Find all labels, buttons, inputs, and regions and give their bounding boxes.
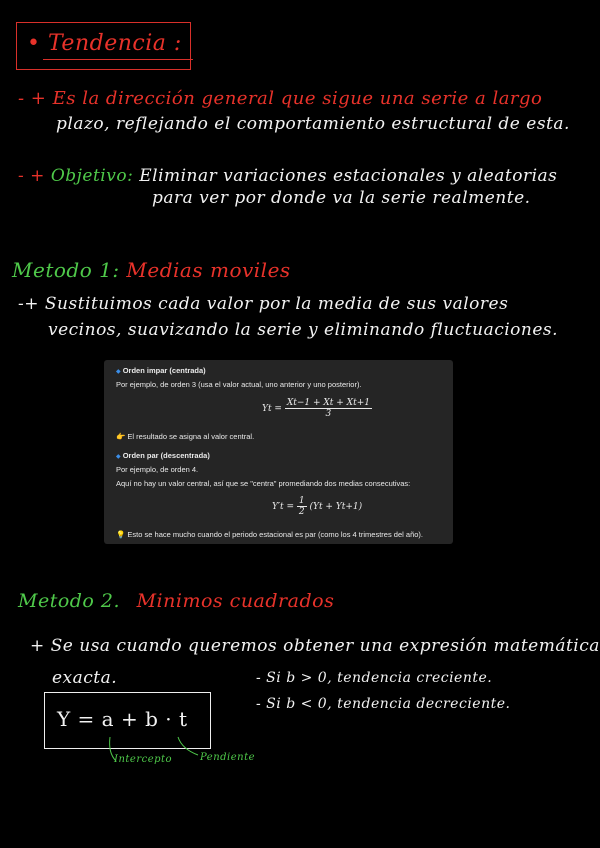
slope-annotation: Pendiente [200, 752, 256, 763]
even-order-note: 💡 Esto se hace mucho cuando el periodo estacional es par (como los 4 trimestres del año). [116, 530, 423, 539]
method-2-line-2: exacta. [52, 668, 118, 688]
intercept-annotation: Intercepto [114, 754, 173, 765]
definition-line-2: plazo, reflejando el comportamiento estructural de esta. [56, 114, 570, 134]
method-1-heading [12, 258, 291, 282]
method-2-line-1: + Se usa cuando queremos obtener una expresión matemática [30, 636, 600, 656]
objective-line-2: para ver por donde va la serie realmente. [152, 188, 531, 208]
definition-bullet [18, 88, 542, 109]
odd-order-note: 👉 El resultado se asigna al valor central. [116, 432, 255, 441]
diamond-icon: ◆ [116, 454, 121, 460]
objective-prefix: - + [18, 166, 45, 186]
odd-formula-numerator: Xt−1 + Xt + Xt+1 [286, 398, 370, 408]
method-1-name: Medias moviles [126, 258, 291, 282]
regression-equation: Y = a + b · t [57, 707, 188, 731]
objective-label: Objetivo: [50, 166, 134, 186]
even-formula-denominator: 2 [298, 507, 305, 517]
even-formula-fraction [297, 496, 307, 517]
even-order-row [116, 451, 210, 460]
even-formula-rhs: (Yt + Yt+1) [309, 502, 363, 512]
even-order-formula [272, 496, 362, 517]
even-formula-lhs: Y′t = [272, 502, 295, 512]
method-1-line-1: -+ Sustituimos cada valor por la media de sus valores [18, 294, 509, 314]
odd-formula-fraction [285, 398, 372, 419]
even-order-title: Orden par (descentrada) [122, 451, 210, 460]
diamond-icon: ◆ [116, 369, 121, 375]
definition-line-1: - + Es la dirección general que sigue una serie a largo [18, 88, 543, 109]
method-2-name: Minimos cuadrados [136, 590, 335, 612]
odd-formula-denominator: 3 [325, 409, 332, 419]
odd-order-description: Por ejemplo, de orden 3 (usa el valor actual, uno anterior y uno posterior). [116, 380, 362, 389]
method-1-label: Metodo 1: [12, 258, 120, 282]
odd-order-title: Orden impar (centrada) [122, 366, 206, 375]
objective-row [18, 166, 557, 186]
moving-average-panel [104, 360, 453, 544]
even-order-description-1: Por ejemplo, de orden 4. [116, 465, 199, 474]
odd-order-formula [262, 398, 372, 419]
odd-formula-lhs: Yt = [262, 404, 282, 414]
odd-order-row [116, 366, 206, 375]
method-2-label: Metodo 2. [18, 590, 121, 612]
method-1-line-2: vecinos, suavizando la serie y eliminando fluctuaciones. [48, 320, 559, 340]
condition-positive: - Si b > 0, tendencia creciente. [256, 670, 493, 686]
objective-line-1: Eliminar variaciones estacionales y aleatorias [139, 166, 558, 186]
page-title: • Tendencia : [27, 31, 182, 56]
method-2-heading [18, 590, 334, 612]
slope-arrow [178, 737, 198, 755]
condition-negative: - Si b < 0, tendencia decreciente. [256, 696, 511, 712]
title-box [16, 22, 191, 70]
even-order-description-2: Aquí no hay un valor central, así que se "centra" promediando dos medias consecutivas: [116, 479, 411, 488]
even-formula-numerator: 1 [298, 496, 305, 506]
title-underline [43, 59, 193, 60]
